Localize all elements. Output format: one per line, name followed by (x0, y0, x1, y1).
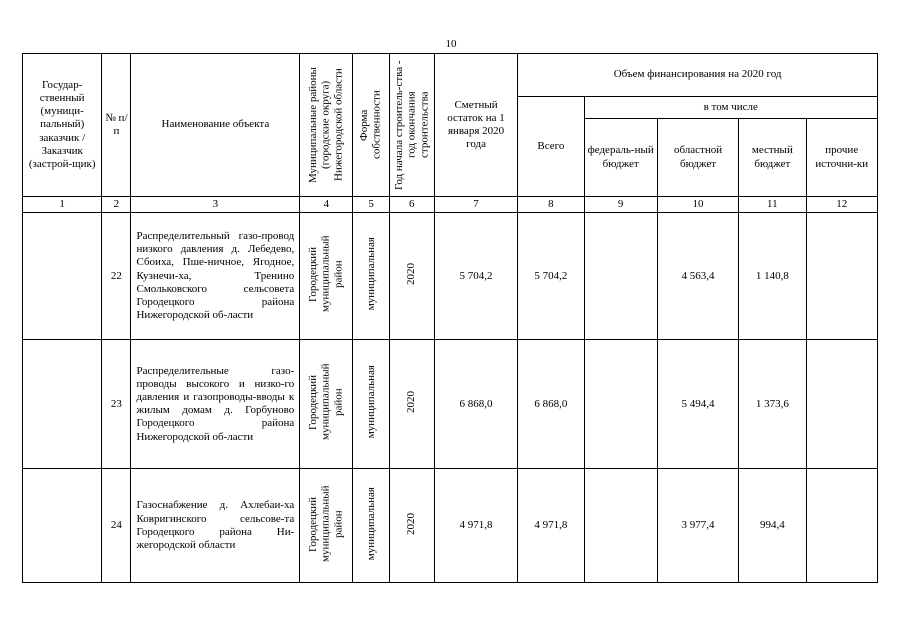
regional-cell: 4 563,4 (657, 213, 738, 340)
object-name-cell: Распределительные газо-проводы высокого и низко-го давления и газопроводы-вводы к жилым домам д. Горбуново Городецкого района Нижегородской об-ласти (131, 340, 300, 469)
federal-cell (584, 213, 657, 340)
row-number-cell: 23 (102, 340, 131, 469)
local-cell: 1 373,6 (739, 340, 806, 469)
other-cell (806, 213, 878, 340)
header-ownership: Форма собственности (353, 54, 389, 197)
header-customer: Государ-ственный (муници-пальный) заказчик / Заказчик (застрой-щик) (23, 54, 102, 197)
customer-cell (23, 213, 102, 340)
years-cell: 2020 (389, 469, 434, 583)
other-cell (806, 469, 878, 583)
ownership-cell: муниципальная (353, 213, 389, 340)
header-regional: областной бюджет (657, 119, 738, 197)
total-cell: 6 868,0 (518, 340, 584, 469)
customer-cell (23, 469, 102, 583)
district-cell: Городецкий муниципальный район (300, 469, 353, 583)
estimate-cell: 5 704,2 (434, 213, 517, 340)
district-cell: Городецкий муниципальный район (300, 213, 353, 340)
header-name: Наименование объекта (131, 54, 300, 197)
col-number: 8 (518, 197, 584, 213)
local-cell: 1 140,8 (739, 213, 806, 340)
col-number: 5 (353, 197, 389, 213)
col-number: 12 (806, 197, 878, 213)
object-name-cell: Распределительный газо-провод низкого давления д. Лебедево, Сбоиха, Пше-ничное, Ягодное, Кузнечи-ха, Тренино Смольковского сельсовета Городецкого района Нижегородской об-ласти (131, 213, 300, 340)
col-number: 9 (584, 197, 657, 213)
total-cell: 5 704,2 (518, 213, 584, 340)
financing-table (22, 53, 878, 583)
years-cell: 2020 (389, 213, 434, 340)
header-total: Всего (518, 97, 584, 197)
regional-cell: 5 494,4 (657, 340, 738, 469)
total-cell: 4 971,8 (518, 469, 584, 583)
object-name-cell: Газоснабжение д. Ахлебаи-ха Ковригинского сельсове-та Городецкого района Ни-жегородской области (131, 469, 300, 583)
header-district: Муниципальные районы (городские округа) Нижегородской области (300, 54, 353, 197)
table-row (23, 469, 878, 583)
header-estimate: Сметный остаток на 1 января 2020 года (434, 54, 517, 197)
header-years: Год начала строитель-ства - год окончания строительства (389, 54, 434, 197)
customer-cell (23, 340, 102, 469)
row-number-cell: 24 (102, 469, 131, 583)
header-including: в том числе (584, 97, 877, 119)
ownership-cell: муниципальная (353, 340, 389, 469)
header-federal: федераль-ный бюджет (584, 119, 657, 197)
header-funding: Объем финансирования на 2020 год (518, 54, 878, 97)
page-number: 10 (445, 38, 457, 50)
estimate-cell: 6 868,0 (434, 340, 517, 469)
table-row (23, 213, 878, 340)
row-number-cell: 22 (102, 213, 131, 340)
district-cell: Городецкий муниципальный район (300, 340, 353, 469)
col-number: 4 (300, 197, 353, 213)
regional-cell: 3 977,4 (657, 469, 738, 583)
other-cell (806, 340, 878, 469)
col-number: 10 (657, 197, 738, 213)
years-cell: 2020 (389, 340, 434, 469)
header-num: № п/п (102, 54, 131, 197)
col-number: 11 (739, 197, 806, 213)
header-other: прочие источни-ки (806, 119, 878, 197)
header-local: местный бюджет (739, 119, 806, 197)
column-numbers-row (23, 197, 878, 213)
federal-cell (584, 340, 657, 469)
col-number: 2 (102, 197, 131, 213)
col-number: 6 (389, 197, 434, 213)
ownership-cell: муниципальная (353, 469, 389, 583)
col-number: 3 (131, 197, 300, 213)
col-number: 7 (434, 197, 517, 213)
table-row (23, 340, 878, 469)
estimate-cell: 4 971,8 (434, 469, 517, 583)
col-number: 1 (23, 197, 102, 213)
local-cell: 994,4 (739, 469, 806, 583)
federal-cell (584, 469, 657, 583)
